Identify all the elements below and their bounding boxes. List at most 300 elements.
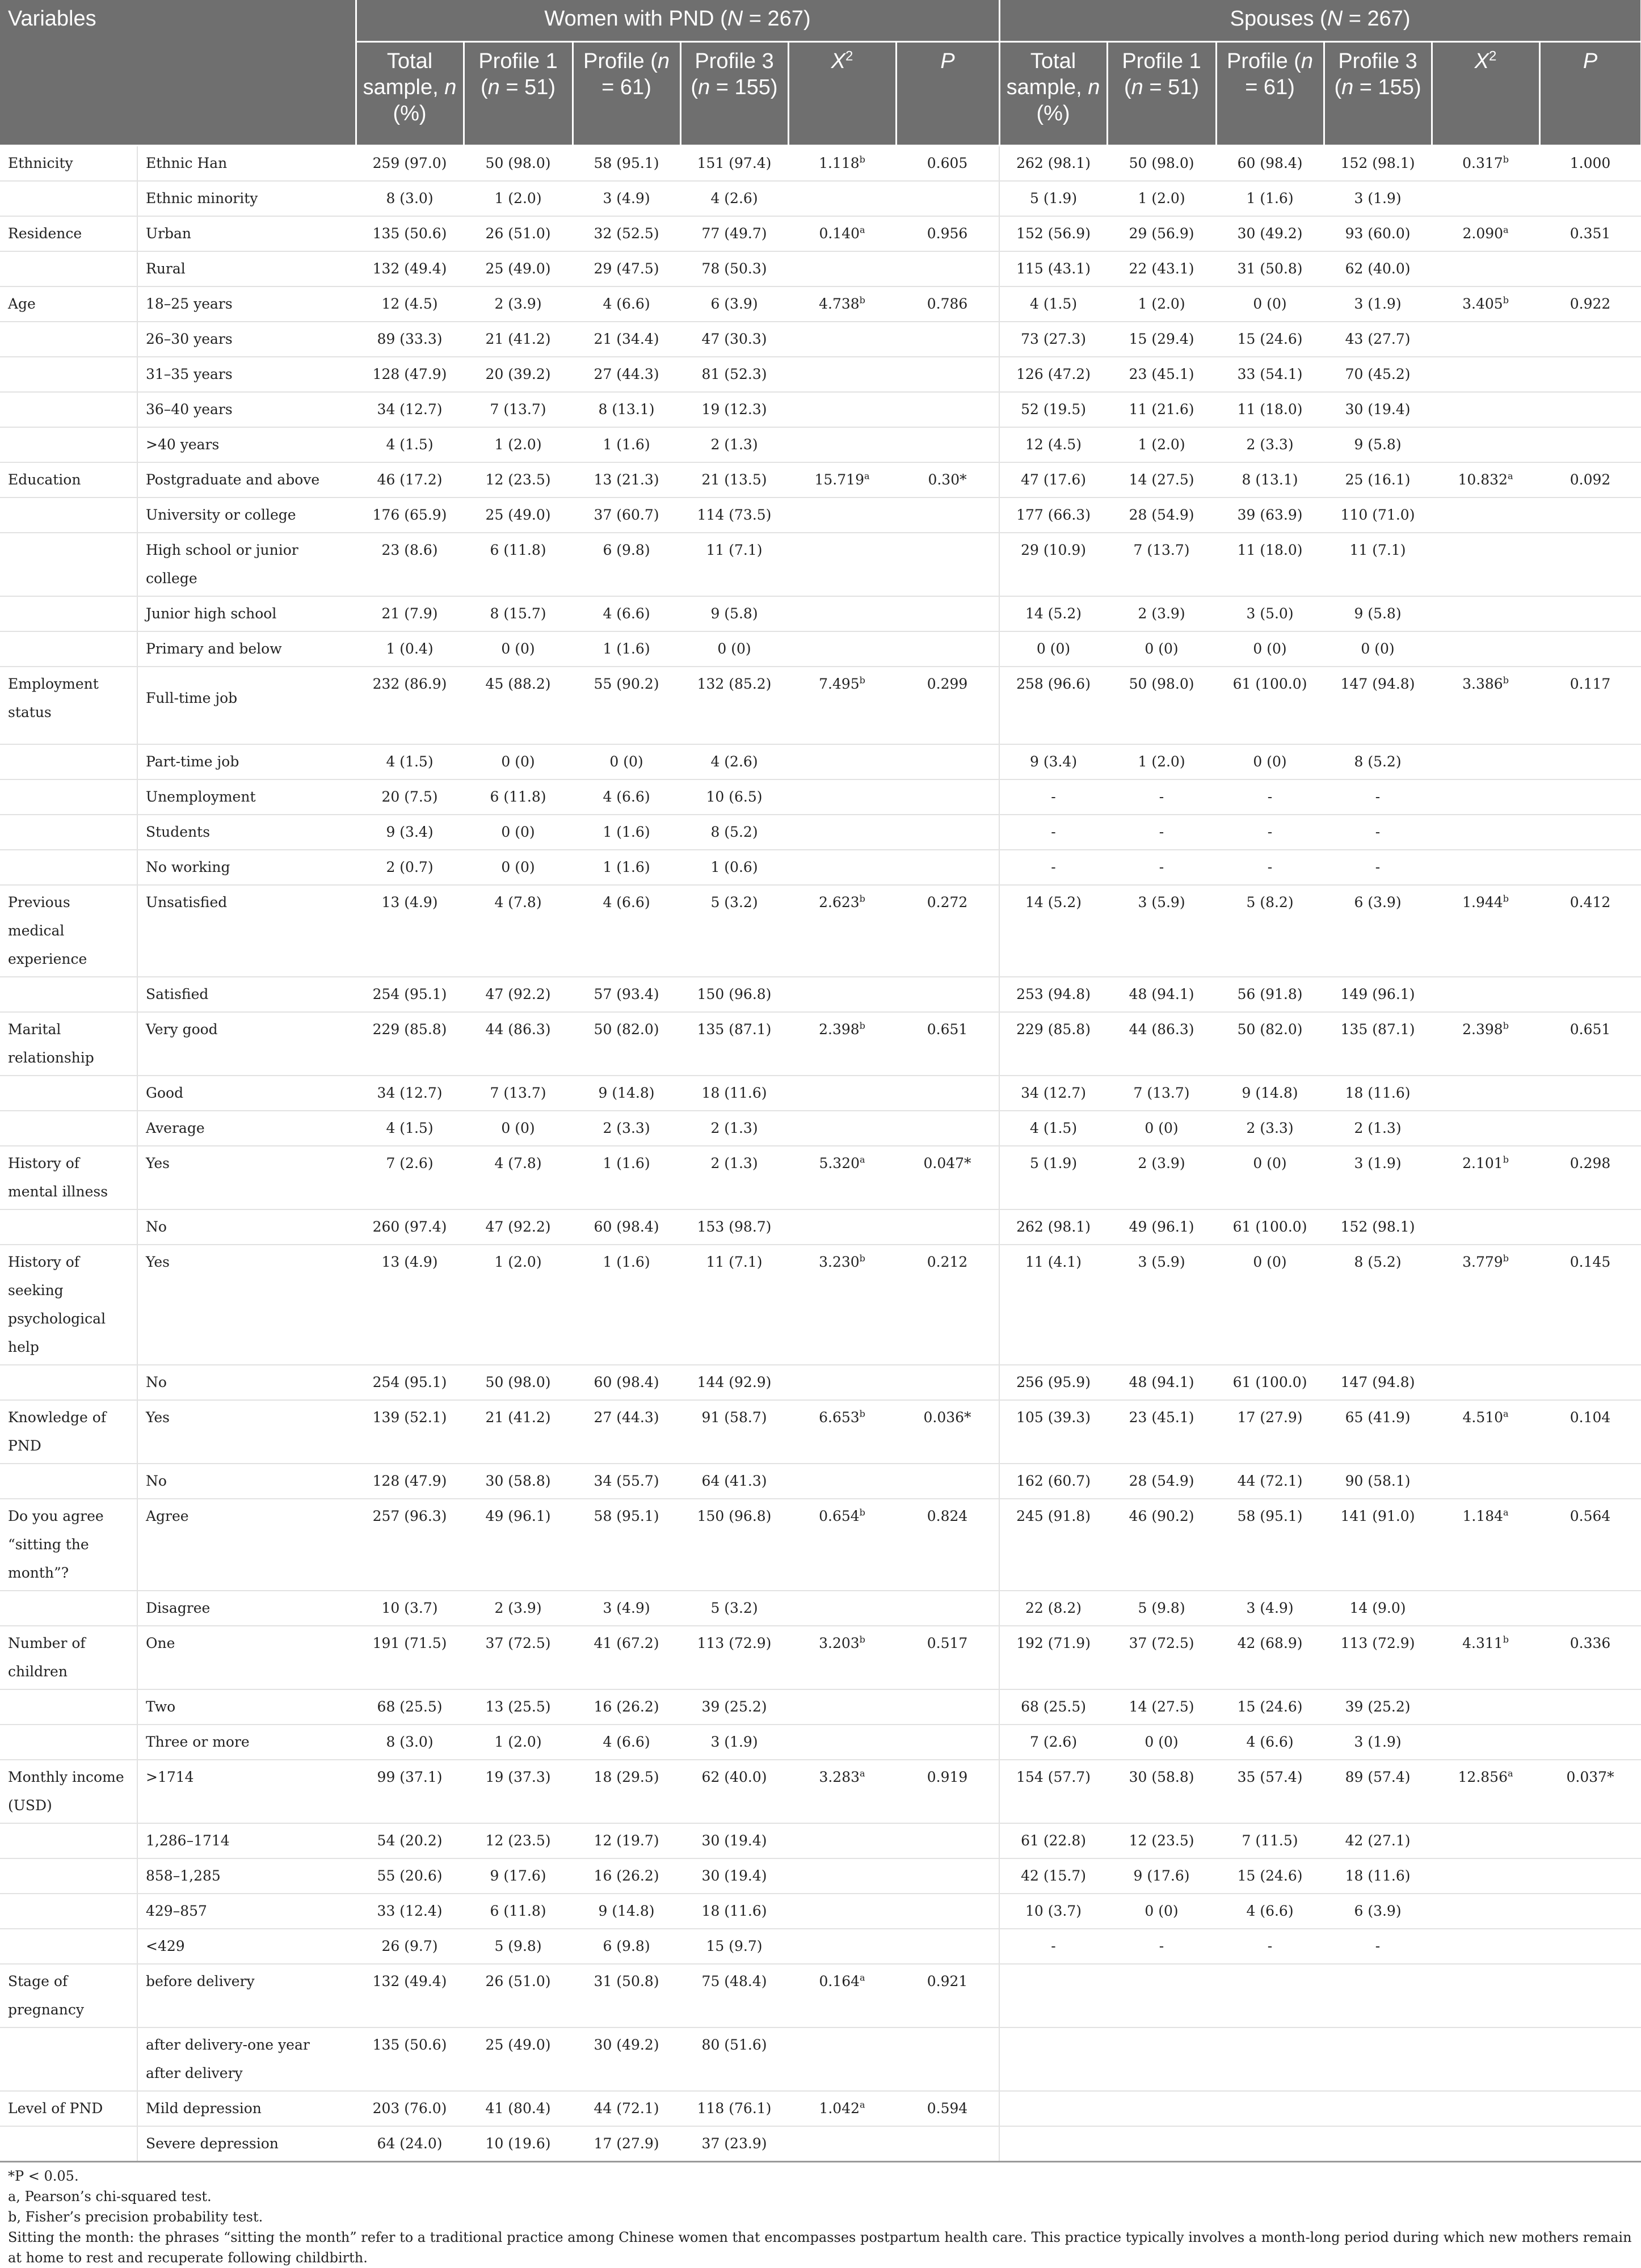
spouses-cell: 28 (54.9) <box>1107 498 1216 533</box>
spouses-cell: 14 (27.5) <box>1107 1689 1216 1725</box>
category-label: after delivery-one year after delivery <box>137 2027 356 2091</box>
spouses-chi-square <box>1432 251 1539 286</box>
spouses-chi-square: 2.090$^a$ <box>1432 216 1539 251</box>
spouses-p-value: 0.336 <box>1539 1626 1641 1689</box>
women-cell: 128 (47.9) <box>356 1464 464 1499</box>
women-chi-square <box>788 533 896 596</box>
women-chi-square: 3.203$^b$ <box>788 1626 896 1689</box>
spouses-p-value: 0.412 <box>1539 885 1641 977</box>
women-cell: 11 (7.1) <box>680 533 788 596</box>
women-cell: 4 (7.8) <box>464 1146 573 1209</box>
spouses-p-value <box>1539 2091 1641 2126</box>
women-p-value <box>896 977 999 1012</box>
women-cell: 62 (40.0) <box>680 1760 788 1823</box>
category-label: 31–35 years <box>137 357 356 392</box>
spouses-cell: 15 (29.4) <box>1107 322 1216 357</box>
table-row <box>0 286 1641 322</box>
spouses-cell: 0 (0) <box>1107 1111 1216 1146</box>
women-cell: 132 (49.4) <box>356 251 464 286</box>
spouses-col-1: Profile 1 (n = 51) <box>1107 42 1216 146</box>
spouses-cell: 177 (66.3) <box>999 498 1107 533</box>
spouses-cell: - <box>1107 850 1216 885</box>
women-cell: 1 (1.6) <box>573 1245 680 1365</box>
category-label: One <box>137 1626 356 1689</box>
variable-label: Residence <box>0 216 137 251</box>
women-chi-square <box>788 2126 896 2162</box>
spouses-chi-square <box>1432 1209 1539 1245</box>
spouses-cell: 126 (47.2) <box>999 357 1107 392</box>
spouses-chi-square <box>1432 2091 1539 2126</box>
women-chi-square <box>788 1725 896 1760</box>
spouses-cell <box>1107 2126 1216 2162</box>
variable-label <box>0 533 137 596</box>
women-cell: 113 (72.9) <box>680 1626 788 1689</box>
spouses-cell: - <box>999 1929 1107 1964</box>
spouses-p-value: 0.104 <box>1539 1400 1641 1464</box>
spouses-p-value <box>1539 181 1641 216</box>
category-label: Unsatisfied <box>137 885 356 977</box>
spouses-cell: 60 (98.4) <box>1216 146 1324 182</box>
women-cell: 44 (86.3) <box>464 1012 573 1076</box>
category-label: >40 years <box>137 427 356 462</box>
women-cell: 150 (96.8) <box>680 977 788 1012</box>
women-p-value: 0.30* <box>896 462 999 498</box>
women-cell: 9 (5.8) <box>680 596 788 631</box>
women-cell: 118 (76.1) <box>680 2091 788 2126</box>
spouses-p-value <box>1539 533 1641 596</box>
category-label: 858–1,285 <box>137 1858 356 1894</box>
women-cell: 12 (23.5) <box>464 462 573 498</box>
spouses-p-value: 0.037* <box>1539 1760 1641 1823</box>
table-row <box>0 885 1641 977</box>
variable-label: Monthly income (USD) <box>0 1760 137 1823</box>
women-cell: 10 (3.7) <box>356 1591 464 1626</box>
women-cell: 57 (93.4) <box>573 977 680 1012</box>
spouses-cell: 18 (11.6) <box>1324 1076 1432 1111</box>
table-row <box>0 146 1641 182</box>
spouses-cell: 93 (60.0) <box>1324 216 1432 251</box>
spouses-chi-square <box>1432 322 1539 357</box>
women-cell: 8 (5.2) <box>680 815 788 850</box>
table-row <box>0 1111 1641 1146</box>
women-p-value <box>896 1894 999 1929</box>
spouses-chi-square <box>1432 631 1539 667</box>
women-chi-square <box>788 1929 896 1964</box>
women-chi-square <box>788 427 896 462</box>
women-chi-square <box>788 1464 896 1499</box>
variable-label <box>0 251 137 286</box>
women-chi-square: 2.623$^b$ <box>788 885 896 977</box>
variable-label: Number of children <box>0 1626 137 1689</box>
women-cell: 44 (72.1) <box>573 2091 680 2126</box>
women-cell: 91 (58.7) <box>680 1400 788 1464</box>
women-chi-square <box>788 181 896 216</box>
spouses-cell: 1 (2.0) <box>1107 744 1216 779</box>
category-label: Two <box>137 1689 356 1725</box>
spouses-cell: - <box>1216 815 1324 850</box>
spouses-cell <box>1216 2091 1324 2126</box>
women-cell: 13 (4.9) <box>356 1245 464 1365</box>
category-label: No <box>137 1365 356 1400</box>
women-cell: 2 (1.3) <box>680 427 788 462</box>
women-col-5: P <box>896 42 999 146</box>
spouses-cell: 4 (1.5) <box>999 286 1107 322</box>
women-cell: 37 (60.7) <box>573 498 680 533</box>
variable-label <box>0 498 137 533</box>
women-cell: 10 (19.6) <box>464 2126 573 2162</box>
table-row <box>0 251 1641 286</box>
women-cell: 30 (19.4) <box>680 1823 788 1858</box>
women-cell: 9 (14.8) <box>573 1894 680 1929</box>
spouses-cell: - <box>1324 815 1432 850</box>
women-cell: 4 (1.5) <box>356 427 464 462</box>
women-p-value <box>896 181 999 216</box>
spouses-cell: 245 (91.8) <box>999 1499 1107 1591</box>
variable-label <box>0 815 137 850</box>
table-row <box>0 2027 1641 2091</box>
spouses-cell: 35 (57.4) <box>1216 1760 1324 1823</box>
women-cell: 75 (48.4) <box>680 1964 788 2027</box>
table-row <box>0 357 1641 392</box>
women-p-value: 0.299 <box>896 667 999 744</box>
category-label: before delivery <box>137 1964 356 2027</box>
women-cell: 13 (4.9) <box>356 885 464 977</box>
spouses-cell: 9 (17.6) <box>1107 1858 1216 1894</box>
spouses-cell <box>1216 2027 1324 2091</box>
spouses-cell: 49 (96.1) <box>1107 1209 1216 1245</box>
women-cell: 2 (3.9) <box>464 286 573 322</box>
spouses-cell: 0 (0) <box>1216 744 1324 779</box>
spouses-cell <box>1324 2126 1432 2162</box>
women-cell: 0 (0) <box>680 631 788 667</box>
women-cell: 81 (52.3) <box>680 357 788 392</box>
spouses-chi-square: 1.944$^b$ <box>1432 885 1539 977</box>
women-cell: 7 (13.7) <box>464 392 573 427</box>
women-cell: 6 (3.9) <box>680 286 788 322</box>
spouses-cell: 28 (54.9) <box>1107 1464 1216 1499</box>
spouses-cell: 43 (27.7) <box>1324 322 1432 357</box>
women-cell: 0 (0) <box>464 1111 573 1146</box>
table-row <box>0 1209 1641 1245</box>
variable-label <box>0 1894 137 1929</box>
variable-label <box>0 631 137 667</box>
spouses-chi-square <box>1432 427 1539 462</box>
spouses-cell: 0 (0) <box>1107 1725 1216 1760</box>
category-label: Yes <box>137 1245 356 1365</box>
women-p-value <box>896 1111 999 1146</box>
women-cell: 45 (88.2) <box>464 667 573 744</box>
spouses-p-value <box>1539 251 1641 286</box>
spouses-cell: 61 (22.8) <box>999 1823 1107 1858</box>
women-p-value: 0.956 <box>896 216 999 251</box>
category-label: No working <box>137 850 356 885</box>
table-row <box>0 1146 1641 1209</box>
spouses-cell: 30 (58.8) <box>1107 1760 1216 1823</box>
women-cell: 1 (0.4) <box>356 631 464 667</box>
women-cell: 4 (1.5) <box>356 1111 464 1146</box>
spouses-cell: 62 (40.0) <box>1324 251 1432 286</box>
category-label: Average <box>137 1111 356 1146</box>
variable-label <box>0 1689 137 1725</box>
spouses-chi-square <box>1432 1365 1539 1400</box>
variable-label <box>0 2126 137 2162</box>
women-cell: 16 (26.2) <box>573 1689 680 1725</box>
women-cell: 29 (47.5) <box>573 251 680 286</box>
spouses-chi-square: 0.317$^b$ <box>1432 146 1539 182</box>
women-cell: 1 (0.6) <box>680 850 788 885</box>
spouses-cell: 147 (94.8) <box>1324 667 1432 744</box>
women-col-4: $X^2$ <box>788 42 896 146</box>
variable-label <box>0 1823 137 1858</box>
women-chi-square <box>788 815 896 850</box>
table-row <box>0 1591 1641 1626</box>
spouses-p-value <box>1539 631 1641 667</box>
variable-label <box>0 1929 137 1964</box>
women-cell: 21 (41.2) <box>464 322 573 357</box>
variable-label <box>0 322 137 357</box>
spouses-cell: 162 (60.7) <box>999 1464 1107 1499</box>
spouses-chi-square: 1.184$^a$ <box>1432 1499 1539 1591</box>
women-cell: 26 (9.7) <box>356 1929 464 1964</box>
spouses-p-value <box>1539 1464 1641 1499</box>
spouses-cell: 4 (6.6) <box>1216 1894 1324 1929</box>
women-cell: 5 (9.8) <box>464 1929 573 1964</box>
women-chi-square: 1.042$^a$ <box>788 2091 896 2126</box>
spouses-p-value: 0.145 <box>1539 1245 1641 1365</box>
spouses-cell: 44 (72.1) <box>1216 1464 1324 1499</box>
spouses-cell: 50 (98.0) <box>1107 667 1216 744</box>
women-p-value <box>896 815 999 850</box>
women-chi-square <box>788 1111 896 1146</box>
table-row <box>0 2091 1641 2126</box>
women-cell: 260 (97.4) <box>356 1209 464 1245</box>
spouses-cell: - <box>1107 779 1216 815</box>
women-cell: 13 (21.3) <box>573 462 680 498</box>
spouses-cell: 9 (3.4) <box>999 744 1107 779</box>
spouses-chi-square <box>1432 498 1539 533</box>
variable-label: Marital relationship <box>0 1012 137 1076</box>
spouses-p-value <box>1539 498 1641 533</box>
women-cell: 11 (7.1) <box>680 1245 788 1365</box>
women-cell: 6 (9.8) <box>573 1929 680 1964</box>
women-chi-square: 3.283$^a$ <box>788 1760 896 1823</box>
spouses-cell: 23 (45.1) <box>1107 1400 1216 1464</box>
spouses-p-value <box>1539 2027 1641 2091</box>
women-cell: 33 (12.4) <box>356 1894 464 1929</box>
spouses-cell <box>1107 2027 1216 2091</box>
women-cell: 1 (1.6) <box>573 427 680 462</box>
spouses-cell <box>1324 2027 1432 2091</box>
women-p-value <box>896 1858 999 1894</box>
women-chi-square <box>788 2027 896 2091</box>
women-cell: 135 (87.1) <box>680 1012 788 1076</box>
spouses-cell <box>999 2027 1107 2091</box>
spouses-cell: 14 (9.0) <box>1324 1591 1432 1626</box>
table-row <box>0 1725 1641 1760</box>
women-p-value: 0.651 <box>896 1012 999 1076</box>
variable-label <box>0 427 137 462</box>
women-p-value <box>896 322 999 357</box>
spouses-cell: 1 (2.0) <box>1107 286 1216 322</box>
women-cell: 55 (20.6) <box>356 1858 464 1894</box>
women-cell: 78 (50.3) <box>680 251 788 286</box>
women-chi-square: 1.118$^b$ <box>788 146 896 182</box>
women-cell: 4 (6.6) <box>573 1725 680 1760</box>
table-row <box>0 1689 1641 1725</box>
table-row <box>0 596 1641 631</box>
table-row <box>0 1760 1641 1823</box>
spouses-cell: 262 (98.1) <box>999 146 1107 182</box>
category-label: >1714 <box>137 1760 356 1823</box>
table-row <box>0 1929 1641 1964</box>
women-chi-square <box>788 251 896 286</box>
women-p-value <box>896 357 999 392</box>
category-label: Agree <box>137 1499 356 1591</box>
women-cell: 41 (67.2) <box>573 1626 680 1689</box>
women-cell: 229 (85.8) <box>356 1012 464 1076</box>
spouses-cell: 149 (96.1) <box>1324 977 1432 1012</box>
women-cell: 9 (17.6) <box>464 1858 573 1894</box>
spouses-chi-square <box>1432 2027 1539 2091</box>
variable-label: History of mental illness <box>0 1146 137 1209</box>
women-cell: 3 (4.9) <box>573 181 680 216</box>
variable-label: Stage of pregnancy <box>0 1964 137 2027</box>
spouses-chi-square: 3.779$^b$ <box>1432 1245 1539 1365</box>
spouses-cell: 3 (1.9) <box>1324 1725 1432 1760</box>
spouses-p-value <box>1539 1894 1641 1929</box>
spouses-cell: 18 (11.6) <box>1324 1858 1432 1894</box>
category-label: 36–40 years <box>137 392 356 427</box>
women-cell: 30 (19.4) <box>680 1858 788 1894</box>
spouses-chi-square <box>1432 850 1539 885</box>
spouses-cell: 15 (24.6) <box>1216 322 1324 357</box>
women-p-value <box>896 1725 999 1760</box>
women-cell: 47 (92.2) <box>464 1209 573 1245</box>
women-cell: 257 (96.3) <box>356 1499 464 1591</box>
spouses-cell: 44 (86.3) <box>1107 1012 1216 1076</box>
table-row <box>0 667 1641 744</box>
category-label: 26–30 years <box>137 322 356 357</box>
spouses-cell: 0 (0) <box>1216 631 1324 667</box>
spouses-cell: 39 (63.9) <box>1216 498 1324 533</box>
women-cell: 4 (2.6) <box>680 744 788 779</box>
women-chi-square: 0.164$^a$ <box>788 1964 896 2027</box>
spouses-chi-square <box>1432 815 1539 850</box>
spouses-cell: 61 (100.0) <box>1216 667 1324 744</box>
women-cell: 10 (6.5) <box>680 779 788 815</box>
women-cell: 23 (8.6) <box>356 533 464 596</box>
women-p-value <box>896 498 999 533</box>
women-cell: 50 (82.0) <box>573 1012 680 1076</box>
women-p-value <box>896 850 999 885</box>
women-cell: 20 (7.5) <box>356 779 464 815</box>
spouses-chi-square <box>1432 1894 1539 1929</box>
variable-label <box>0 850 137 885</box>
spouses-chi-square <box>1432 1823 1539 1858</box>
women-cell: 4 (1.5) <box>356 744 464 779</box>
table-body <box>0 146 1641 2162</box>
spouses-cell: 9 (14.8) <box>1216 1076 1324 1111</box>
women-cell: 4 (6.6) <box>573 596 680 631</box>
women-p-value: 0.605 <box>896 146 999 182</box>
spouses-cell: 7 (13.7) <box>1107 533 1216 596</box>
women-chi-square <box>788 744 896 779</box>
women-p-value: 0.272 <box>896 885 999 977</box>
women-p-value <box>896 1929 999 1964</box>
women-cell: 49 (96.1) <box>464 1499 573 1591</box>
women-p-value <box>896 1464 999 1499</box>
table-row <box>0 1464 1641 1499</box>
women-cell: 2 (1.3) <box>680 1146 788 1209</box>
women-cell: 7 (2.6) <box>356 1146 464 1209</box>
table-header <box>0 0 1641 146</box>
spouses-p-value <box>1539 392 1641 427</box>
women-cell: 4 (6.6) <box>573 885 680 977</box>
women-p-value <box>896 533 999 596</box>
women-cell: 13 (25.5) <box>464 1689 573 1725</box>
spouses-cell: 135 (87.1) <box>1324 1012 1432 1076</box>
women-cell: 60 (98.4) <box>573 1209 680 1245</box>
spouses-chi-square <box>1432 357 1539 392</box>
spouses-p-value <box>1539 1929 1641 1964</box>
table-row <box>0 1858 1641 1894</box>
women-cell: 16 (26.2) <box>573 1858 680 1894</box>
women-group-header: Women with PND (N = 267) <box>356 0 999 42</box>
table-row <box>0 498 1641 533</box>
note-significance: *P < 0.05. <box>8 2168 79 2184</box>
women-p-value: 0.036* <box>896 1400 999 1464</box>
spouses-col-5: P <box>1539 42 1641 146</box>
table-row <box>0 216 1641 251</box>
variable-label <box>0 779 137 815</box>
women-chi-square <box>788 1209 896 1245</box>
spouses-cell: 5 (1.9) <box>999 1146 1107 1209</box>
category-label: 1,286–1714 <box>137 1823 356 1858</box>
spouses-cell: 3 (4.9) <box>1216 1591 1324 1626</box>
spouses-cell <box>1324 1964 1432 2027</box>
variable-label: Employment status <box>0 667 137 744</box>
spouses-cell: 61 (100.0) <box>1216 1209 1324 1245</box>
women-cell: 114 (73.5) <box>680 498 788 533</box>
spouses-chi-square: 4.510$^a$ <box>1432 1400 1539 1464</box>
women-chi-square <box>788 631 896 667</box>
variable-label: Previous medical experience <box>0 885 137 977</box>
women-cell: 5 (3.2) <box>680 1591 788 1626</box>
women-cell: 128 (47.9) <box>356 357 464 392</box>
spouses-chi-square: 10.832$^a$ <box>1432 462 1539 498</box>
spouses-cell: 3 (1.9) <box>1324 181 1432 216</box>
variable-label: Age <box>0 286 137 322</box>
variable-label <box>0 2027 137 2091</box>
spouses-cell: 105 (39.3) <box>999 1400 1107 1464</box>
spouses-cell: 42 (15.7) <box>999 1858 1107 1894</box>
women-cell: 1 (1.6) <box>573 850 680 885</box>
spouses-cell: 48 (94.1) <box>1107 1365 1216 1400</box>
spouses-p-value: 0.117 <box>1539 667 1641 744</box>
table-row <box>0 1245 1641 1365</box>
women-chi-square <box>788 322 896 357</box>
spouses-p-value <box>1539 596 1641 631</box>
women-cell: 7 (13.7) <box>464 1076 573 1111</box>
women-cell: 31 (50.8) <box>573 1964 680 2027</box>
women-cell: 254 (95.1) <box>356 977 464 1012</box>
spouses-cell: 253 (94.8) <box>999 977 1107 1012</box>
spouses-p-value <box>1539 815 1641 850</box>
women-p-value: 0.786 <box>896 286 999 322</box>
spouses-cell: - <box>1324 1929 1432 1964</box>
spouses-cell: 12 (23.5) <box>1107 1823 1216 1858</box>
spouses-p-value <box>1539 1823 1641 1858</box>
